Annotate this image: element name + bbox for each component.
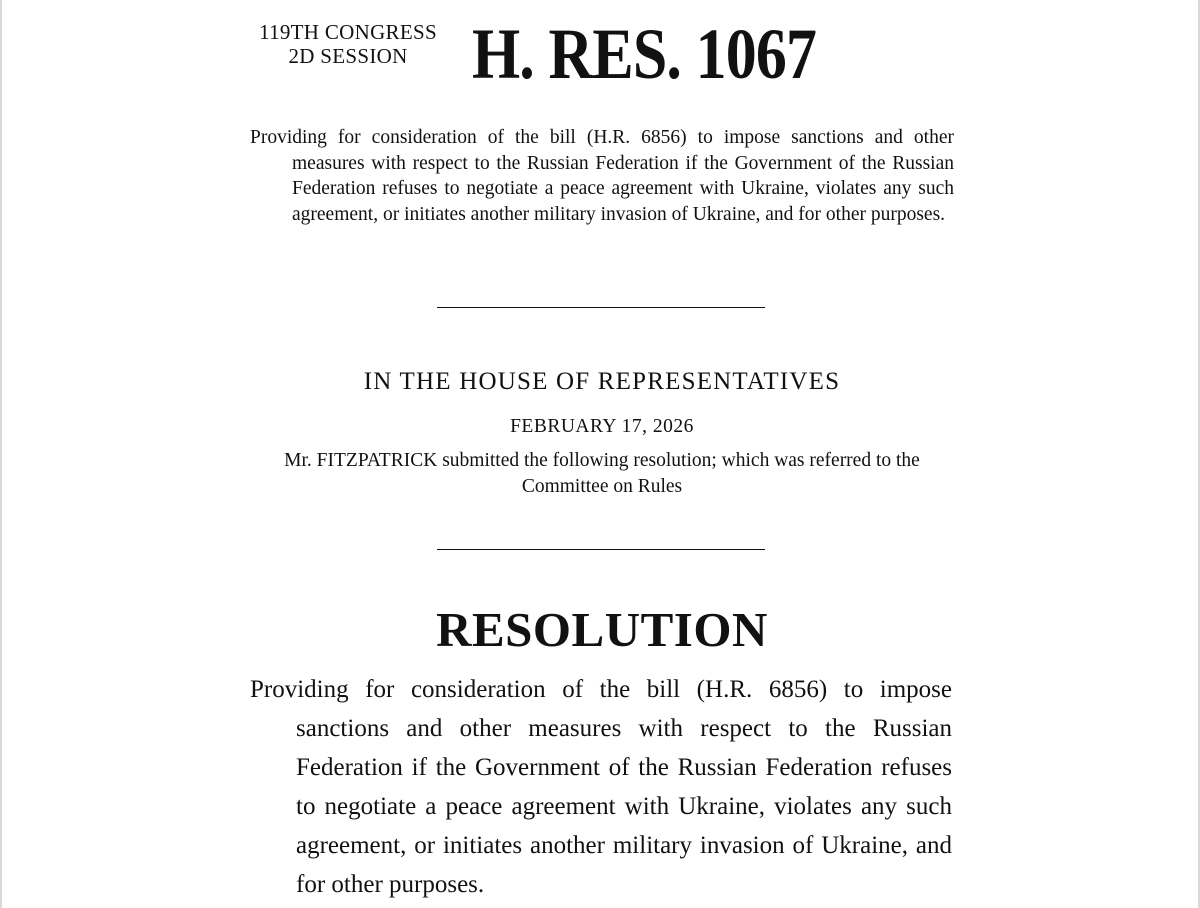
divider-rule-bottom <box>437 549 765 550</box>
sponsor-action: submitted the following resolution; which was referred to the Committee on Rules <box>442 450 920 497</box>
resolution-title: Providing for consideration of the bill (H.R. 6856) to impose sanctions and other measures with respect to the Russian Federation if the Government of the Russian Federation refuses to negotiate a peace agreement with Ukraine, violates any such agreement, or initiates another military invasion of Ukraine, and for other purposes. <box>250 676 952 898</box>
congress-label: 119TH CONGRESS <box>259 20 437 44</box>
sponsor-statement <box>250 448 954 499</box>
short-title: Providing for consideration of the bill (H.R. 6856) to impose sanctions and other measures with respect to the Russian Federation if the Government of the Russian Federation refuses to negotiate a peace agreement with Ukraine, violates any such agreement, or initiates another military invasion of Ukraine, and for other purposes. <box>250 127 954 225</box>
chamber-heading: IN THE HOUSE OF REPRESENTATIVES <box>363 368 841 395</box>
page-edge-left <box>0 0 2 908</box>
introduction-date: FEBRUARY 17, 2026 <box>510 416 694 437</box>
divider-rule-top <box>437 307 765 308</box>
congress-session-block <box>248 20 448 68</box>
sponsor-name: FITZPATRICK <box>316 450 438 471</box>
session-label: 2D SESSION <box>288 44 408 68</box>
bill-number: H. RES. 1067 <box>472 14 817 94</box>
resolution-heading: RESOLUTION <box>436 602 768 657</box>
sponsor-honorific: Mr. <box>284 450 312 471</box>
